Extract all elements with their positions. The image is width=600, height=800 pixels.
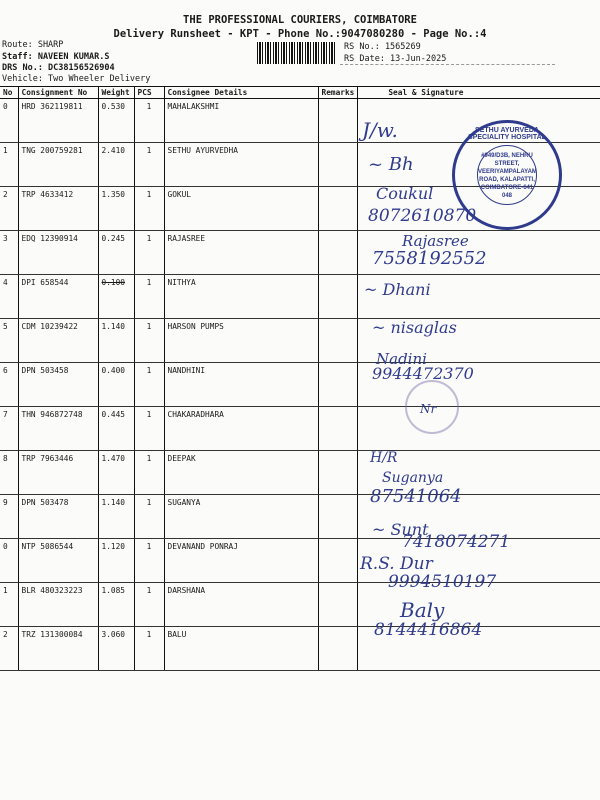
signature: R.S. Dur bbox=[360, 554, 433, 574]
weight-value: 1.120 bbox=[98, 539, 134, 583]
consignment-number: TRP 7963446 bbox=[18, 451, 98, 495]
weight-value: 0.445 bbox=[98, 407, 134, 451]
pcs-value: 1 bbox=[134, 143, 164, 187]
remarks-cell bbox=[318, 583, 358, 627]
signature: ~ Sunt bbox=[372, 520, 429, 539]
consignee-name: CHAKARADHARA bbox=[164, 407, 318, 451]
consignment-number: CDM 10239422 bbox=[18, 319, 98, 363]
remarks-cell bbox=[318, 407, 358, 451]
barcode bbox=[257, 42, 335, 64]
row-number: 2 bbox=[0, 627, 18, 671]
signature: ~ nisaglas bbox=[372, 318, 457, 337]
rs-number: RS No.: 1565269 bbox=[344, 42, 421, 52]
remarks-cell bbox=[318, 99, 358, 143]
signature-phone: 87541064 bbox=[370, 486, 462, 507]
remarks-cell bbox=[318, 363, 358, 407]
table-row bbox=[0, 275, 600, 319]
table-row bbox=[0, 363, 600, 407]
seal-text: SETHU AYURVEDA SPECIALITY HOSPITAL bbox=[468, 127, 546, 141]
consignment-number: EDQ 12390914 bbox=[18, 231, 98, 275]
vehicle-label: Vehicle: Two Wheeler Delivery bbox=[2, 74, 151, 84]
row-number: 6 bbox=[0, 363, 18, 407]
pcs-value: 1 bbox=[134, 231, 164, 275]
signature: H/R bbox=[370, 450, 398, 466]
row-number: 1 bbox=[0, 583, 18, 627]
consignee-name: MAHALAKSHMI bbox=[164, 99, 318, 143]
row-number: 1 bbox=[0, 143, 18, 187]
signature: Rajasree bbox=[402, 232, 469, 250]
row-number: 9 bbox=[0, 495, 18, 539]
weight-value: 2.410 bbox=[98, 143, 134, 187]
row-number: 0 bbox=[0, 99, 18, 143]
table-row bbox=[0, 627, 600, 671]
consignment-number: HRD 362119811 bbox=[18, 99, 98, 143]
signature: ~ Dhani bbox=[364, 280, 431, 299]
pcs-value: 1 bbox=[134, 187, 164, 231]
table-row bbox=[0, 319, 600, 363]
seal-address: #949/D3B, NEHRU STREET, VEERIYAMPALAYAM ROAD, KALAPATTI, COIMBATORE-641 048 bbox=[477, 145, 537, 205]
weight-value: 0.400 bbox=[98, 363, 134, 407]
consignee-name: SUGANYA bbox=[164, 495, 318, 539]
table-row bbox=[0, 451, 600, 495]
row-number: 3 bbox=[0, 231, 18, 275]
consignment-number: BLR 480323223 bbox=[18, 583, 98, 627]
remarks-cell bbox=[318, 539, 358, 583]
table-row bbox=[0, 583, 600, 627]
remarks-cell bbox=[318, 319, 358, 363]
col-signature: Seal & Signature bbox=[358, 87, 600, 99]
remarks-cell bbox=[318, 143, 358, 187]
weight-value: 0.100 bbox=[98, 275, 134, 319]
signature-phone: 8144416864 bbox=[374, 620, 483, 640]
table-row bbox=[0, 231, 600, 275]
weight-value: 0.530 bbox=[98, 99, 134, 143]
consignee-name: HARSON PUMPS bbox=[164, 319, 318, 363]
col-pcs: PCS bbox=[134, 87, 164, 99]
consignee-name: RAJASREE bbox=[164, 231, 318, 275]
pcs-value: 1 bbox=[134, 539, 164, 583]
consignee-name: DEEPAK bbox=[164, 451, 318, 495]
weight-value: 1.140 bbox=[98, 495, 134, 539]
consignee-name: DARSHANA bbox=[164, 583, 318, 627]
signature: ~ Bh bbox=[368, 154, 414, 175]
pcs-value: 1 bbox=[134, 407, 164, 451]
weight-value: 1.140 bbox=[98, 319, 134, 363]
pcs-value: 1 bbox=[134, 495, 164, 539]
pcs-value: 1 bbox=[134, 451, 164, 495]
consignment-number: DPN 503478 bbox=[18, 495, 98, 539]
consignment-number: DPN 503458 bbox=[18, 363, 98, 407]
row-number: 2 bbox=[0, 187, 18, 231]
table-row bbox=[0, 407, 600, 451]
pcs-value: 1 bbox=[134, 583, 164, 627]
consignment-number: TRP 4633412 bbox=[18, 187, 98, 231]
signature-phone: 9994510197 bbox=[388, 572, 497, 592]
consignment-number: TNG 200759281 bbox=[18, 143, 98, 187]
signature: Nr bbox=[420, 402, 437, 416]
drs-number: DRS No.: DC38156526904 bbox=[2, 63, 115, 73]
col-weight: Weight bbox=[98, 87, 134, 99]
pcs-value: 1 bbox=[134, 99, 164, 143]
col-remarks: Remarks bbox=[318, 87, 358, 99]
remarks-cell bbox=[318, 627, 358, 671]
signature-phone: 9944472370 bbox=[372, 364, 474, 383]
consignee-name: GOKUL bbox=[164, 187, 318, 231]
col-consignment: Consignment No bbox=[18, 87, 98, 99]
row-number: 0 bbox=[0, 539, 18, 583]
rs-date: RS Date: 13-Jun-2025 bbox=[344, 54, 447, 64]
signature: Coukul bbox=[376, 184, 434, 203]
row-number: 5 bbox=[0, 319, 18, 363]
col-consignee: Consignee Details bbox=[164, 87, 318, 99]
pcs-value: 1 bbox=[134, 275, 164, 319]
staff-label: Staff: NAVEEN KUMAR.S bbox=[2, 52, 110, 62]
col-no: No bbox=[0, 87, 18, 99]
signature-phone: 8072610870 bbox=[368, 206, 477, 226]
remarks-cell bbox=[318, 451, 358, 495]
pcs-value: 1 bbox=[134, 627, 164, 671]
consignee-name: DEVANAND PONRAJ bbox=[164, 539, 318, 583]
consignee-name: BALU bbox=[164, 627, 318, 671]
consignment-number: TRZ 131300084 bbox=[18, 627, 98, 671]
consignee-name: NITHYA bbox=[164, 275, 318, 319]
row-number: 8 bbox=[0, 451, 18, 495]
company-title: THE PROFESSIONAL COURIERS, COIMBATORE bbox=[183, 14, 417, 26]
consignee-name: NANDHINI bbox=[164, 363, 318, 407]
weight-value: 3.060 bbox=[98, 627, 134, 671]
signature: Suganya bbox=[382, 470, 444, 486]
signature-cell bbox=[358, 407, 600, 451]
remarks-cell bbox=[318, 495, 358, 539]
remarks-cell bbox=[318, 231, 358, 275]
weight-value: 1.350 bbox=[98, 187, 134, 231]
remarks-cell bbox=[318, 187, 358, 231]
divider bbox=[340, 64, 555, 65]
signature-phone: 7418074271 bbox=[402, 532, 511, 552]
consignment-number: NTP 5086544 bbox=[18, 539, 98, 583]
weight-value: 0.245 bbox=[98, 231, 134, 275]
signature: Nadini bbox=[376, 350, 427, 368]
route-label: Route: SHARP bbox=[2, 40, 64, 50]
consignee-name: SETHU AYURVEDHA bbox=[164, 143, 318, 187]
row-number: 4 bbox=[0, 275, 18, 319]
remarks-cell bbox=[318, 275, 358, 319]
pcs-value: 1 bbox=[134, 319, 164, 363]
signature: J/w. bbox=[362, 118, 398, 142]
table-header bbox=[0, 87, 600, 99]
consignment-number: THN 946872748 bbox=[18, 407, 98, 451]
runsheet-subtitle: Delivery Runsheet - KPT - Phone No.:9047080280 - Page No.:4 bbox=[113, 28, 487, 40]
pcs-value: 1 bbox=[134, 363, 164, 407]
signature-phone: 7558192552 bbox=[372, 248, 487, 269]
consignment-number: DPI 658544 bbox=[18, 275, 98, 319]
signature: Baly bbox=[400, 598, 445, 622]
weight-value: 1.470 bbox=[98, 451, 134, 495]
weight-value: 1.085 bbox=[98, 583, 134, 627]
row-number: 7 bbox=[0, 407, 18, 451]
